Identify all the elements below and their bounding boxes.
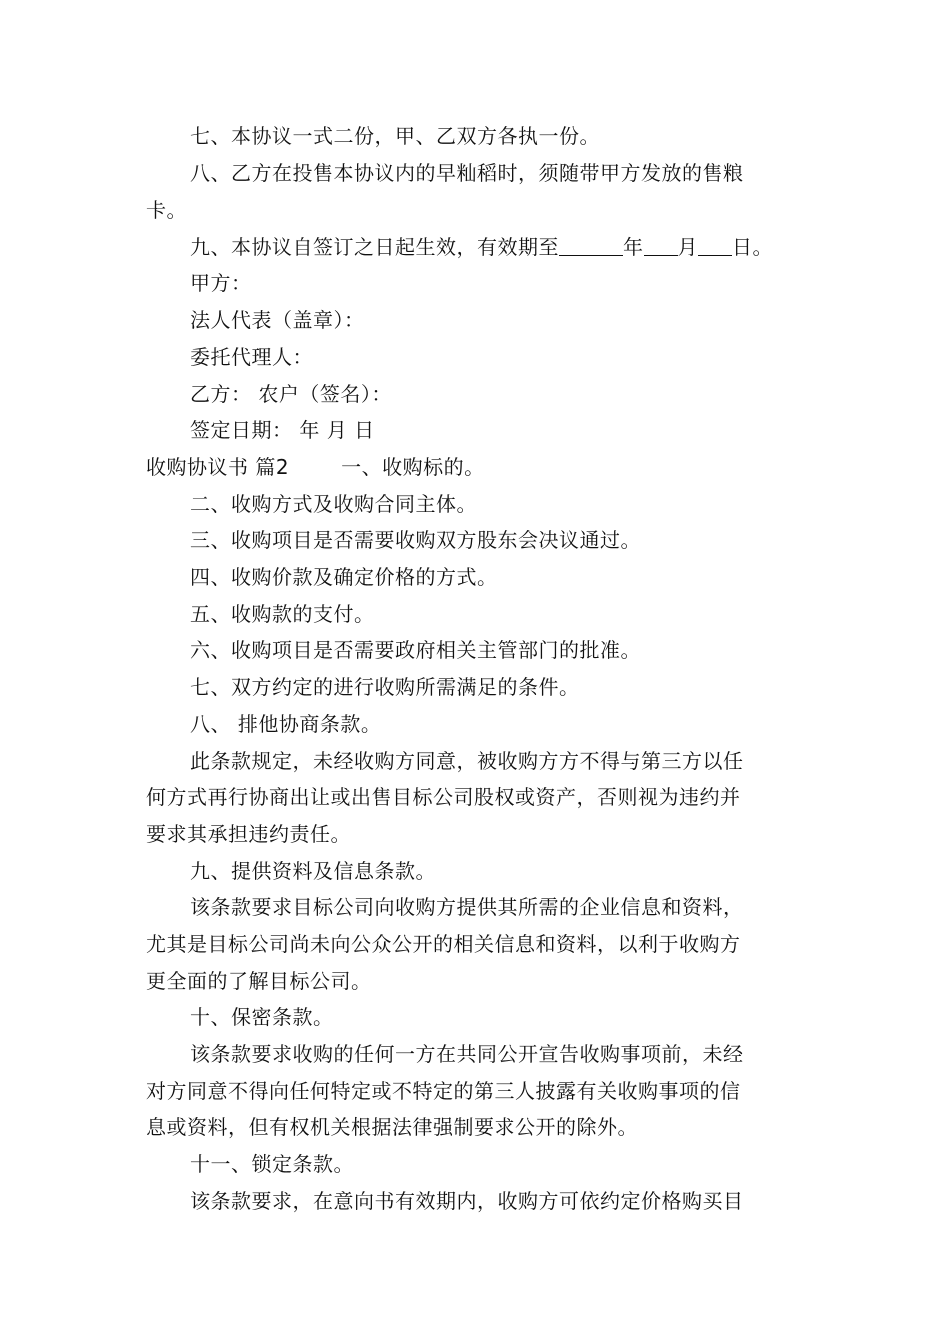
info-para-line-1: 该条款要求目标公司向收购方提供其所需的企业信息和资料， [190, 895, 744, 919]
sign-date-label: 签定日期： 年 月 日 [190, 418, 375, 442]
confidentiality-para-line-3: 息或资料，但有权机关根据法律强制要求公开的除外。 [146, 1115, 638, 1139]
section-title: 收购协议书 篇2 [146, 455, 290, 479]
lock-para-line-1: 该条款要求，在意向书有效期内，收购方可依约定价格购买目 [190, 1189, 744, 1213]
legal-rep-label: 法人代表（盖章）： [190, 308, 365, 332]
item-11: 十一、锁定条款。 [190, 1152, 354, 1176]
item-2: 二、收购方式及收购合同主体。 [190, 492, 477, 516]
item-4: 四、收购价款及确定价格的方式。 [190, 565, 498, 589]
exclusivity-para-line-1: 此条款规定，未经收购方同意，被收购方方不得与第三方以任 [190, 749, 744, 773]
info-para-line-3: 更全面的了解目标公司。 [146, 969, 372, 993]
agent-label: 委托代理人： [190, 345, 313, 369]
exclusivity-para-line-2: 何方式再行协商出让或出售目标公司股权或资产，否则视为违约并 [146, 785, 741, 809]
info-para-line-2: 尤其是目标公司尚未向公众公开的相关信息和资料，以利于收购方 [146, 932, 741, 956]
item-6: 六、收购项目是否需要政府相关主管部门的批准。 [190, 638, 641, 662]
item-9: 九、提供资料及信息条款。 [190, 859, 436, 883]
confidentiality-para-line-1: 该条款要求收购的任何一方在共同公开宣告收购事项前，未经 [190, 1042, 744, 1066]
year-label: 年 [623, 235, 644, 259]
day-label: 日。 [732, 235, 773, 259]
item-1: 一、收购标的。 [341, 455, 485, 479]
item-3: 三、收购项目是否需要收购双方股东会决议通过。 [190, 528, 641, 552]
month-label: 月 [677, 235, 698, 259]
day-blank [698, 235, 732, 256]
year-blank [559, 235, 623, 256]
item-5: 五、收购款的支付。 [190, 602, 375, 626]
item-8: 八、 排他协商条款。 [190, 712, 382, 736]
party-a-label: 甲方： [190, 271, 252, 295]
confidentiality-para-line-2: 对方同意不得向任何特定或不特定的第三人披露有关收购事项的信 [146, 1079, 741, 1103]
clause-8: 八、乙方在投售本协议内的早籼稻时，须随带甲方发放的售粮 [190, 161, 744, 185]
clause-9 [190, 229, 773, 265]
party-b-label: 乙方： 农户（签名）： [190, 382, 392, 406]
clause-9-text: 九、本协议自签订之日起生效，有效期至 [190, 235, 559, 259]
item-10: 十、保密条款。 [190, 1005, 334, 1029]
month-blank [644, 235, 678, 256]
clause-8-continued: 卡。 [146, 198, 187, 222]
clause-7: 七、本协议一式二份，甲、乙双方各执一份。 [190, 124, 600, 148]
item-7: 七、双方约定的进行收购所需满足的条件。 [190, 675, 580, 699]
exclusivity-para-line-3: 要求其承担违约责任。 [146, 822, 351, 846]
section-heading-line [146, 449, 485, 485]
